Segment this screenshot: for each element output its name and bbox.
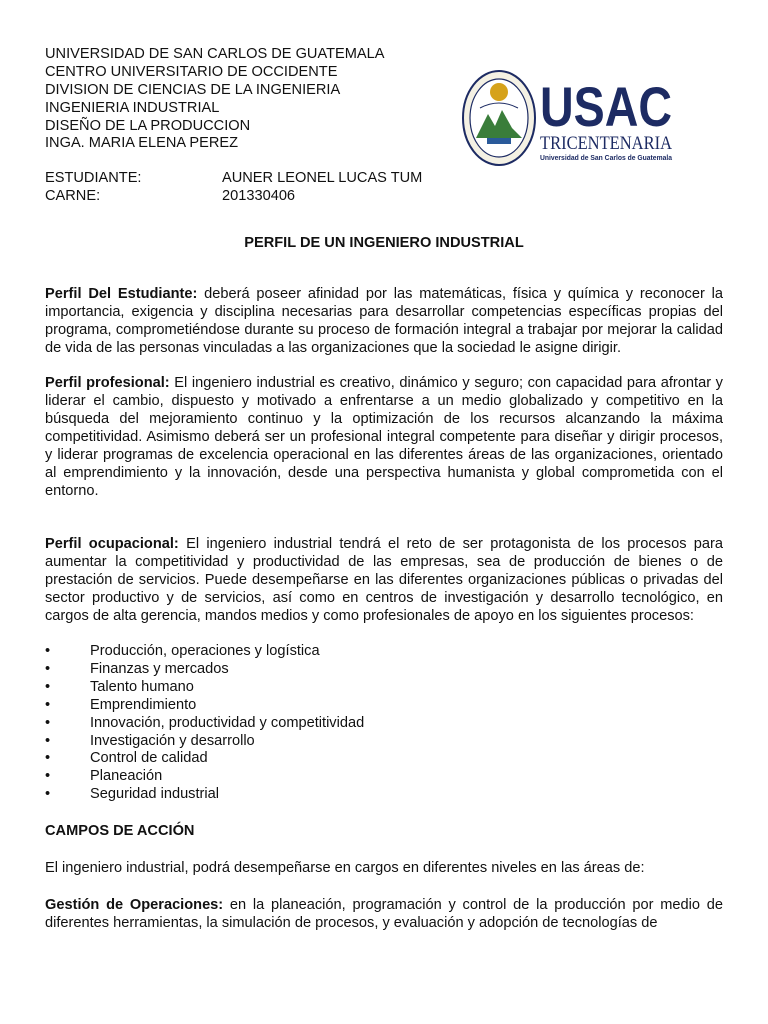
header-line: INGENIERIA INDUSTRIAL (45, 99, 220, 116)
list-item (45, 696, 723, 714)
list-item-text: Investigación y desarrollo (90, 732, 255, 749)
perfil-ocupacional-paragraph (45, 535, 723, 625)
student-carne-value: 201330406 (222, 188, 296, 205)
bullet-icon: • (45, 732, 51, 749)
gestion-operaciones-body: en la planeación, programación y control de la producción por medio de diferentes herramientas, la simulación de procesos, y evaluación y adopción de tecnologías de (45, 897, 723, 932)
logo-subtitle: TRICENTENARIA (540, 133, 673, 154)
campos-intro: El ingeniero industrial, podrá desempeñarse en cargos en diferentes niveles en las áreas de: (45, 860, 645, 877)
procesos-list (45, 642, 723, 803)
perfil-ocupacional-body: El ingeniero industrial tendrá el reto de ser protagonista de los procesos para aumentar la competitividad y productividad de las empresas, sea de producción de bienes o de prestación de servicios. Puede desempeñarse en las diferentes organizaciones públicas o privadas del sector productivo y de servicios, así como en centros de investigación y desarrollo tecnológico, en cargos de alta gerencia, mandos medios y como profesionales de apoyo en los siguientes procesos: (45, 536, 723, 625)
list-item (45, 749, 723, 767)
perfil-profesional-paragraph (45, 374, 723, 500)
perfil-estudiante-paragraph (45, 285, 723, 357)
usac-seal-icon (462, 68, 674, 168)
list-item-text: Talento humano (90, 678, 194, 695)
student-info (45, 169, 723, 205)
bullet-icon: • (45, 661, 51, 678)
student-name-row (45, 169, 723, 187)
bullet-icon: • (45, 678, 51, 695)
bullet-icon: • (45, 786, 51, 803)
student-carne-label: CARNE: (45, 188, 101, 205)
header-line: UNIVERSIDAD DE SAN CARLOS DE GUATEMALA (45, 46, 385, 62)
student-carne-row (45, 187, 723, 205)
usac-logo (462, 68, 674, 168)
document-page (45, 45, 723, 932)
list-item-text: Planeación (90, 768, 163, 785)
list-item (45, 767, 723, 785)
list-item-text: Emprendimiento (90, 696, 197, 713)
list-item (45, 785, 723, 803)
bullet-icon: • (45, 696, 51, 713)
bullet-icon: • (45, 768, 51, 785)
list-item-text: Control de calidad (90, 750, 208, 767)
bullet-icon: • (45, 643, 51, 660)
list-item-text: Innovación, productividad y competitividad (90, 714, 365, 731)
perfil-estudiante-body: deberá poseer afinidad por las matemáticas, física y química y reconocer la importancia, exigencia y disciplina necesarias para desarrollar competencias específicas propias del programa, comprometiéndose durante su proceso de formación integral a trabajar por mejorar la calidad de vida de las personas vinculadas a las organizaciones que la sociedad le asigne dirigir. (45, 286, 723, 357)
list-item (45, 678, 723, 696)
document-title: PERFIL DE UN INGENIERO INDUSTRIAL (244, 235, 524, 252)
perfil-profesional-body: El ingeniero industrial es creativo, dinámico y seguro; con capacidad para afrontar y liderar el cambio, dispuesto y motivado a enfrentarse a un medio globalizado y competitivo en la búsqueda del mejoramiento continuo y la optimización de los recursos alcanzando la máxima competitividad. Asimismo deberá ser un profesional integral competente para diseñar y dirigir procesos, y liderar programas de excelencia operacional en las diferentes áreas de las organizaciones, orientado al emprendimiento y la innovación, desde una perspectiva humanista y global comprometida con el entorno. (45, 375, 723, 500)
list-item-text: Seguridad industrial (90, 786, 219, 803)
logo-title: USAC (540, 75, 672, 138)
header-line: CENTRO UNIVERSITARIO DE OCCIDENTE (45, 63, 338, 80)
perfil-estudiante-heading: Perfil Del Estudiante: (45, 286, 198, 303)
gestion-operaciones-paragraph (45, 896, 723, 932)
student-name-value: AUNER LEONEL LUCAS TUM (222, 170, 423, 187)
header-line: DISEÑO DE LA PRODUCCION (45, 117, 251, 134)
list-item (45, 714, 723, 732)
list-item-text: Producción, operaciones y logística (90, 643, 320, 660)
student-name-label: ESTUDIANTE: (45, 170, 142, 187)
list-item (45, 732, 723, 750)
bullet-icon: • (45, 714, 51, 731)
header-line: DIVISION DE CIENCIAS DE LA INGENIERIA (45, 81, 341, 98)
logo-tagline: Universidad de San Carlos de Guatemala (540, 153, 673, 162)
perfil-profesional-heading: Perfil profesional: (45, 375, 170, 392)
list-item (45, 660, 723, 678)
perfil-ocupacional-heading: Perfil ocupacional: (45, 536, 179, 553)
list-item-text: Finanzas y mercados (90, 661, 229, 678)
gestion-operaciones-heading: Gestión de Operaciones: (45, 897, 224, 914)
bullet-icon: • (45, 750, 51, 767)
header-line: INGA. MARIA ELENA PEREZ (45, 135, 239, 152)
list-item (45, 642, 723, 660)
campos-heading: CAMPOS DE ACCIÓN (45, 823, 195, 840)
